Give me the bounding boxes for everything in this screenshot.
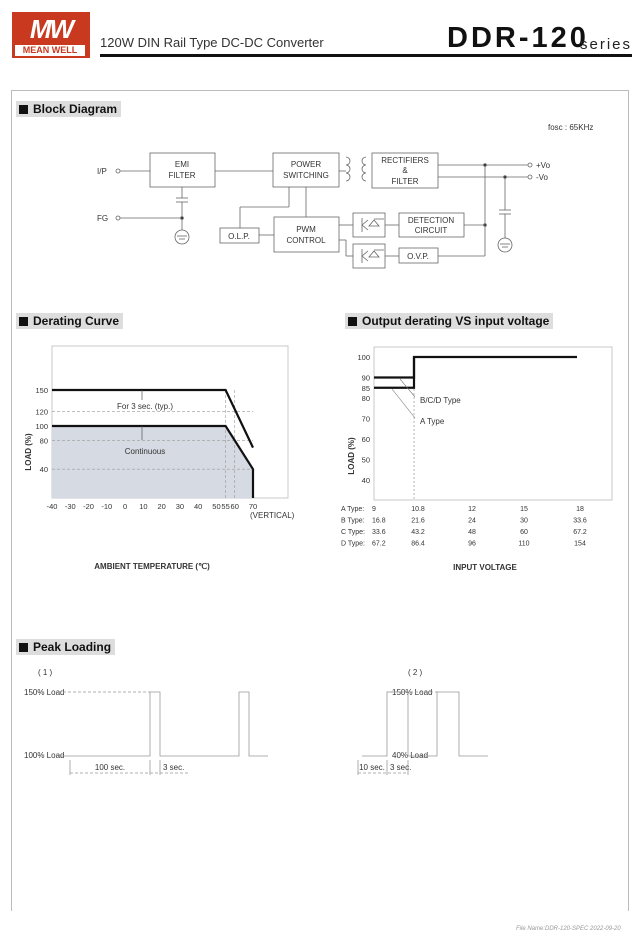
y-tick-label: 150 <box>35 386 48 395</box>
x-tick-label: 86.4 <box>411 540 425 548</box>
peak-1-label: ( 1 ) <box>38 668 53 677</box>
row-label: D Type: <box>341 540 365 548</box>
x-tick-label: -10 <box>101 502 113 511</box>
block-diagram <box>97 123 593 268</box>
x-tick-label: -40 <box>46 502 58 511</box>
y-tick-label: 80 <box>361 394 370 403</box>
x-tick-label: 10.8 <box>411 506 425 513</box>
power-label: SWITCHING <box>283 171 329 180</box>
annotation-a: A Type <box>420 417 445 426</box>
section-title: Derating Curve <box>33 314 120 328</box>
transformer-icon <box>339 157 366 181</box>
fosc-label: fosc : 65KHz <box>548 123 594 132</box>
series-bcd-line <box>374 357 577 378</box>
pwm-label: PWM <box>296 225 316 234</box>
x-tick-label: 60 <box>520 529 528 536</box>
y-tick-label: 100 <box>35 422 48 431</box>
y-tick-label: 40 <box>39 465 48 475</box>
y-tick-label: 120 <box>35 407 48 417</box>
x-tick-label: 60 <box>230 502 239 511</box>
x-tick-label: 18 <box>576 506 584 513</box>
x-tick-label: 67.2 <box>372 540 386 548</box>
annotation-continuous: Continuous <box>124 447 166 456</box>
optocoupler-icon <box>353 244 385 268</box>
x-tick-label: -20 <box>83 502 94 511</box>
logo-mark: MW <box>29 14 73 44</box>
output-derating-chart <box>341 347 612 572</box>
ground-icon <box>498 238 512 252</box>
rect-label: RECTIFIERS <box>381 156 429 165</box>
duration-label: 3 sec. <box>163 763 185 772</box>
y-tick-label: 40 <box>361 476 370 485</box>
load-waveform <box>58 692 268 756</box>
emi-label: FILTER <box>168 171 196 180</box>
x-tick-label: 9 <box>372 506 376 513</box>
y-tick-label: 80 <box>39 436 48 446</box>
y-tick-label: 70 <box>361 414 370 424</box>
x-tick-label: -30 <box>64 502 76 511</box>
x-axis-label: INPUT VOLTAGE <box>453 563 517 572</box>
fg-label: FG <box>97 214 109 223</box>
row-label: C Type: <box>341 529 365 536</box>
x-tick-label: 24 <box>468 517 476 525</box>
x-tick-label: 43.2 <box>411 529 425 536</box>
peak-loading-1 <box>24 668 268 775</box>
power-switching-box <box>273 153 339 187</box>
optocoupler-icon <box>353 213 385 237</box>
x-note: (VERTICAL) <box>250 511 295 520</box>
continuous-area <box>52 426 253 498</box>
x-axis-label: AMBIENT TEMPERATURE (℃) <box>94 562 210 571</box>
vo-pos-label: +Vo <box>536 161 551 170</box>
x-tick-label: 20 <box>157 502 166 511</box>
x-tick-label: 16.8 <box>372 517 386 525</box>
pwm-control-box <box>274 217 339 252</box>
x-tick-label: 15 <box>520 506 528 513</box>
section-title: Peak Loading <box>33 640 112 654</box>
x-tick-label: 21.6 <box>411 517 425 525</box>
x-tick-label: 50 <box>212 502 221 511</box>
x-tick-label: 12 <box>468 506 476 513</box>
y-tick-label: 60 <box>361 435 370 444</box>
row-label: B Type: <box>341 517 365 525</box>
ground-icon <box>175 230 189 244</box>
detect-label: DETECTION <box>407 216 455 225</box>
x-tick-label: 96 <box>468 540 476 548</box>
annotation-3sec: For 3 sec. (typ.) <box>116 402 174 411</box>
x-tick-label: 154 <box>574 540 586 548</box>
y-tick-label: 90 <box>361 373 370 383</box>
x-tick-label: 33.6 <box>372 529 386 536</box>
rect-label: & <box>402 166 408 175</box>
x-tick-label: 10 <box>139 502 148 511</box>
y-tick-label: 85 <box>361 383 370 393</box>
product-subtitle: 120W DIN Rail Type DC-DC Converter <box>100 35 324 50</box>
ovp-label: O.V.P. <box>407 252 429 261</box>
load-waveform <box>362 692 488 756</box>
section-title: Block Diagram <box>33 102 118 116</box>
series-label: series <box>580 36 633 53</box>
model-title: DDR-120 <box>447 22 589 54</box>
y-axis-label: LOAD (%) <box>24 433 33 471</box>
footer-filename: File Name:DDR-120-SPEC 2022-09-20 <box>516 926 621 932</box>
x-tick-label: 55 <box>221 502 230 511</box>
olp-label: O.L.P. <box>228 232 250 241</box>
x-tick-label: 67.2 <box>573 529 587 536</box>
x-tick-label: 70 <box>248 502 258 511</box>
power-label: POWER <box>290 160 322 169</box>
peak-2-label: ( 2 ) <box>408 668 423 677</box>
high-load-label: 150% Load <box>24 688 65 697</box>
pwm-label: CONTROL <box>286 236 326 245</box>
high-load-label: 150% Load <box>392 688 433 697</box>
duration-label: 10 sec. <box>359 763 385 772</box>
detect-label: CIRCUIT <box>414 226 448 235</box>
row-label: A Type: <box>341 506 365 513</box>
series-a-line <box>374 357 414 388</box>
low-load-label: 100% Load <box>24 751 65 760</box>
ip-label: I/P <box>97 167 107 176</box>
section-title: Output derating VS input voltage <box>362 314 550 328</box>
x-tick-label: 48 <box>468 529 476 536</box>
annotation-bcd: B/C/D Type <box>420 396 461 405</box>
x-tick-label: 30 <box>520 517 528 525</box>
y-tick-label: 100 <box>357 353 370 362</box>
y-axis-label: LOAD (%) <box>347 437 356 475</box>
emi-label: EMI <box>174 160 190 169</box>
x-tick-label: 30 <box>175 502 185 511</box>
vo-neg-label: -Vo <box>536 173 549 182</box>
peak-loading-2 <box>358 668 488 775</box>
low-load-label: 40% Load <box>392 751 429 760</box>
y-tick-label: 50 <box>361 455 370 465</box>
x-tick-label: 0 <box>123 502 128 511</box>
x-tick-label: 110 <box>518 540 530 548</box>
rect-label: FILTER <box>391 177 419 186</box>
duration-label: 100 sec. <box>94 763 126 772</box>
derating-chart <box>24 346 295 571</box>
emi-filter-box <box>150 153 215 187</box>
x-tick-label: 33.6 <box>573 517 587 525</box>
duration-label: 3 sec. <box>390 763 412 772</box>
logo-text: MEAN WELL <box>15 45 85 56</box>
x-tick-label: 40 <box>194 502 203 511</box>
